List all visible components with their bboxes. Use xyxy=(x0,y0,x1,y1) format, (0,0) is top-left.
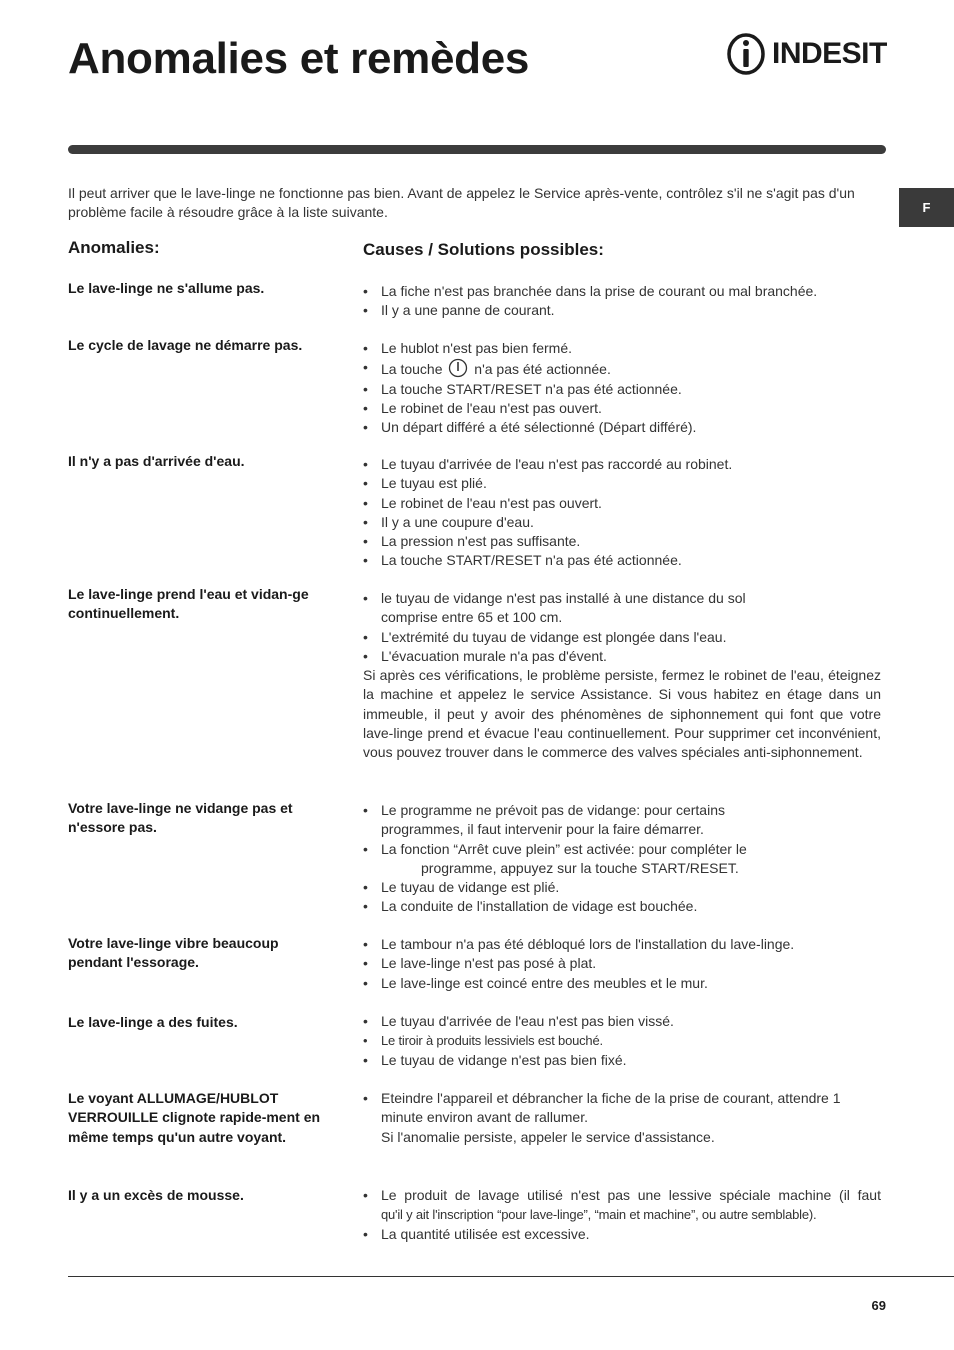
cause-item: • Le tuyau de vidange est plié. xyxy=(363,878,881,897)
cause-item xyxy=(363,840,881,879)
cause-item: • Le robinet de l'eau n'est pas ouvert. xyxy=(363,494,881,513)
cause-note: Si après ces vérifications, le problème persiste, fermez le robinet de l'eau, éteignez la machine et appelez le service Assistance. Si vous habitez en étage dans un immeuble, il peut y avoir des phénomènes de siphonnement qui font que votre lave-linge prend et évacue l'eau continuellement. Pour supprimer cet inconvénient, vous pouvez trouver dans le commerce des valves spéciales anti-siphonnement. xyxy=(363,667,881,761)
page-title: Anomalies et remèdes xyxy=(68,34,530,83)
cause-item: • Le tuyau est plié. xyxy=(363,474,881,493)
anomaly-item: Le lave-linge prend l'eau et vidan-ge continuellement. xyxy=(68,586,309,622)
cause-item: • Le tiroir à produits lessiviels est bouché. xyxy=(363,1031,881,1050)
cause-item xyxy=(363,801,881,840)
anomaly-emphasis: ALLUMAGE/HUBLOT VERROUILLE xyxy=(68,1090,279,1126)
anomaly-item: Votre lave-linge ne vidange pas et n'essore pas. xyxy=(68,800,293,836)
cause-text: n'a pas été actionnée. xyxy=(474,361,611,378)
cause-item: • La quantité utilisée est excessive. xyxy=(363,1225,881,1244)
cause-item xyxy=(363,589,881,628)
cause-item: • La pression n'est pas suffisante. xyxy=(363,532,881,551)
cause-item: • L'extrémité du tuyau de vidange est plongée dans l'eau. xyxy=(363,628,881,647)
causes-block xyxy=(363,1089,881,1147)
anomaly-item: Il y a un excès de mousse. xyxy=(68,1187,244,1203)
cause-item: • La touche START/RESET n'a pas été actionnée. xyxy=(363,380,881,399)
causes-block xyxy=(363,282,881,321)
causes-block xyxy=(363,1012,881,1070)
cause-item: • L'évacuation murale n'a pas d'évent. xyxy=(363,647,881,666)
cause-item: • Un départ différé a été sélectionné (Départ différé). xyxy=(363,418,881,437)
cause-text: Si l'anomalie persiste, appeler le service d'assistance. xyxy=(381,1128,715,1145)
footer-rule xyxy=(68,1276,954,1277)
indesit-i-icon xyxy=(726,32,766,76)
anomaly-item: Le cycle de lavage ne démarre pas. xyxy=(68,337,303,353)
brand-logo xyxy=(726,32,887,76)
anomaly-item: Le lave-linge a des fuites. xyxy=(68,1014,238,1030)
cause-text: programmes, il faut intervenir pour la faire démarrer. xyxy=(381,821,704,838)
cause-item: • Le lave-linge n'est pas posé à plat. xyxy=(363,954,881,973)
causes-block xyxy=(363,935,881,993)
cause-text: • Le produit de lavage utilisé n'est pas une lessive spéciale machine (il faut xyxy=(381,1187,881,1203)
cause-text: qu'il y ait l'inscription “pour lave-linge”, “main et machine”, ou autre semblable). xyxy=(381,1207,817,1223)
brand-wordmark: INDESIT xyxy=(772,37,887,70)
cause-text: La touche xyxy=(381,361,443,378)
anomaly-item xyxy=(68,1089,333,1147)
causes-block xyxy=(363,455,881,571)
cause-item: • Le robinet de l'eau n'est pas ouvert. xyxy=(363,399,881,418)
causes-block xyxy=(363,1186,881,1244)
cause-text: comprise entre 65 et 100 cm. xyxy=(381,609,563,626)
cause-text: programme, appuyez sur la touche START/RESET. xyxy=(421,859,739,876)
anomalies-heading: Anomalies: xyxy=(68,238,160,257)
anomaly-text: Le voyant xyxy=(68,1090,134,1106)
cause-text: minute environ avant de rallumer. xyxy=(381,1109,588,1126)
header-rule xyxy=(68,145,886,154)
language-tab: F xyxy=(899,188,954,227)
cause-item: • Le tambour n'a pas été débloqué lors de l'installation du lave-linge. xyxy=(363,935,881,954)
cause-item: • Le hublot n'est pas bien fermé. xyxy=(363,339,881,358)
page-number: 69 xyxy=(871,1298,886,1313)
anomaly-text: clignote rapide-ment en même temps qu'un autre voyant. xyxy=(68,1109,321,1145)
cause-item xyxy=(363,1089,881,1147)
cause-item xyxy=(363,358,881,379)
cause-item: • La touche START/RESET n'a pas été actionnée. xyxy=(363,551,881,570)
anomaly-item: Il n'y a pas d'arrivée d'eau. xyxy=(68,453,245,469)
causes-heading: Causes / Solutions possibles: xyxy=(363,240,604,259)
cause-item: • Le tuyau d'arrivée de l'eau n'est pas raccordé au robinet. xyxy=(363,455,881,474)
cause-text: • Le programme ne prévoit pas de vidange: pour certains xyxy=(381,802,725,818)
anomaly-item: Le lave-linge ne s'allume pas. xyxy=(68,280,265,296)
cause-text: • le tuyau de vidange n'est pas installé à une distance du sol xyxy=(381,590,746,606)
power-button-icon xyxy=(448,358,468,378)
cause-item: • Le tuyau d'arrivée de l'eau n'est pas bien vissé. xyxy=(363,1012,881,1031)
causes-block xyxy=(363,801,881,917)
cause-text: • Eteindre l'appareil et débrancher la fiche de la prise de courant, attendre 1 xyxy=(381,1090,841,1106)
cause-item: • La fiche n'est pas branchée dans la prise de courant ou mal branchée. xyxy=(363,282,881,301)
cause-item: • Il y a une coupure d'eau. xyxy=(363,513,881,532)
cause-item: • Il y a une panne de courant. xyxy=(363,301,881,320)
cause-item: • Le lave-linge est coincé entre des meubles et le mur. xyxy=(363,974,881,993)
cause-text: • La fonction “Arrêt cuve plein” est activée: pour compléter le xyxy=(381,840,747,857)
causes-block xyxy=(363,339,881,437)
intro-text: Il peut arriver que le lave-linge ne fonctionne pas bien. Avant de appelez le Service après-vente, contrôlez s'il ne s'agit pas d'un problème facile à résoudre grâce à la liste suivante. xyxy=(68,185,855,220)
causes-block xyxy=(363,589,881,763)
cause-item xyxy=(363,1186,881,1225)
cause-item: • Le tuyau de vidange n'est pas bien fixé. xyxy=(363,1051,881,1070)
cause-item: • La conduite de l'installation de vidage est bouchée. xyxy=(363,897,881,916)
anomaly-item: Votre lave-linge vibre beaucoup pendant l'essorage. xyxy=(68,935,279,971)
